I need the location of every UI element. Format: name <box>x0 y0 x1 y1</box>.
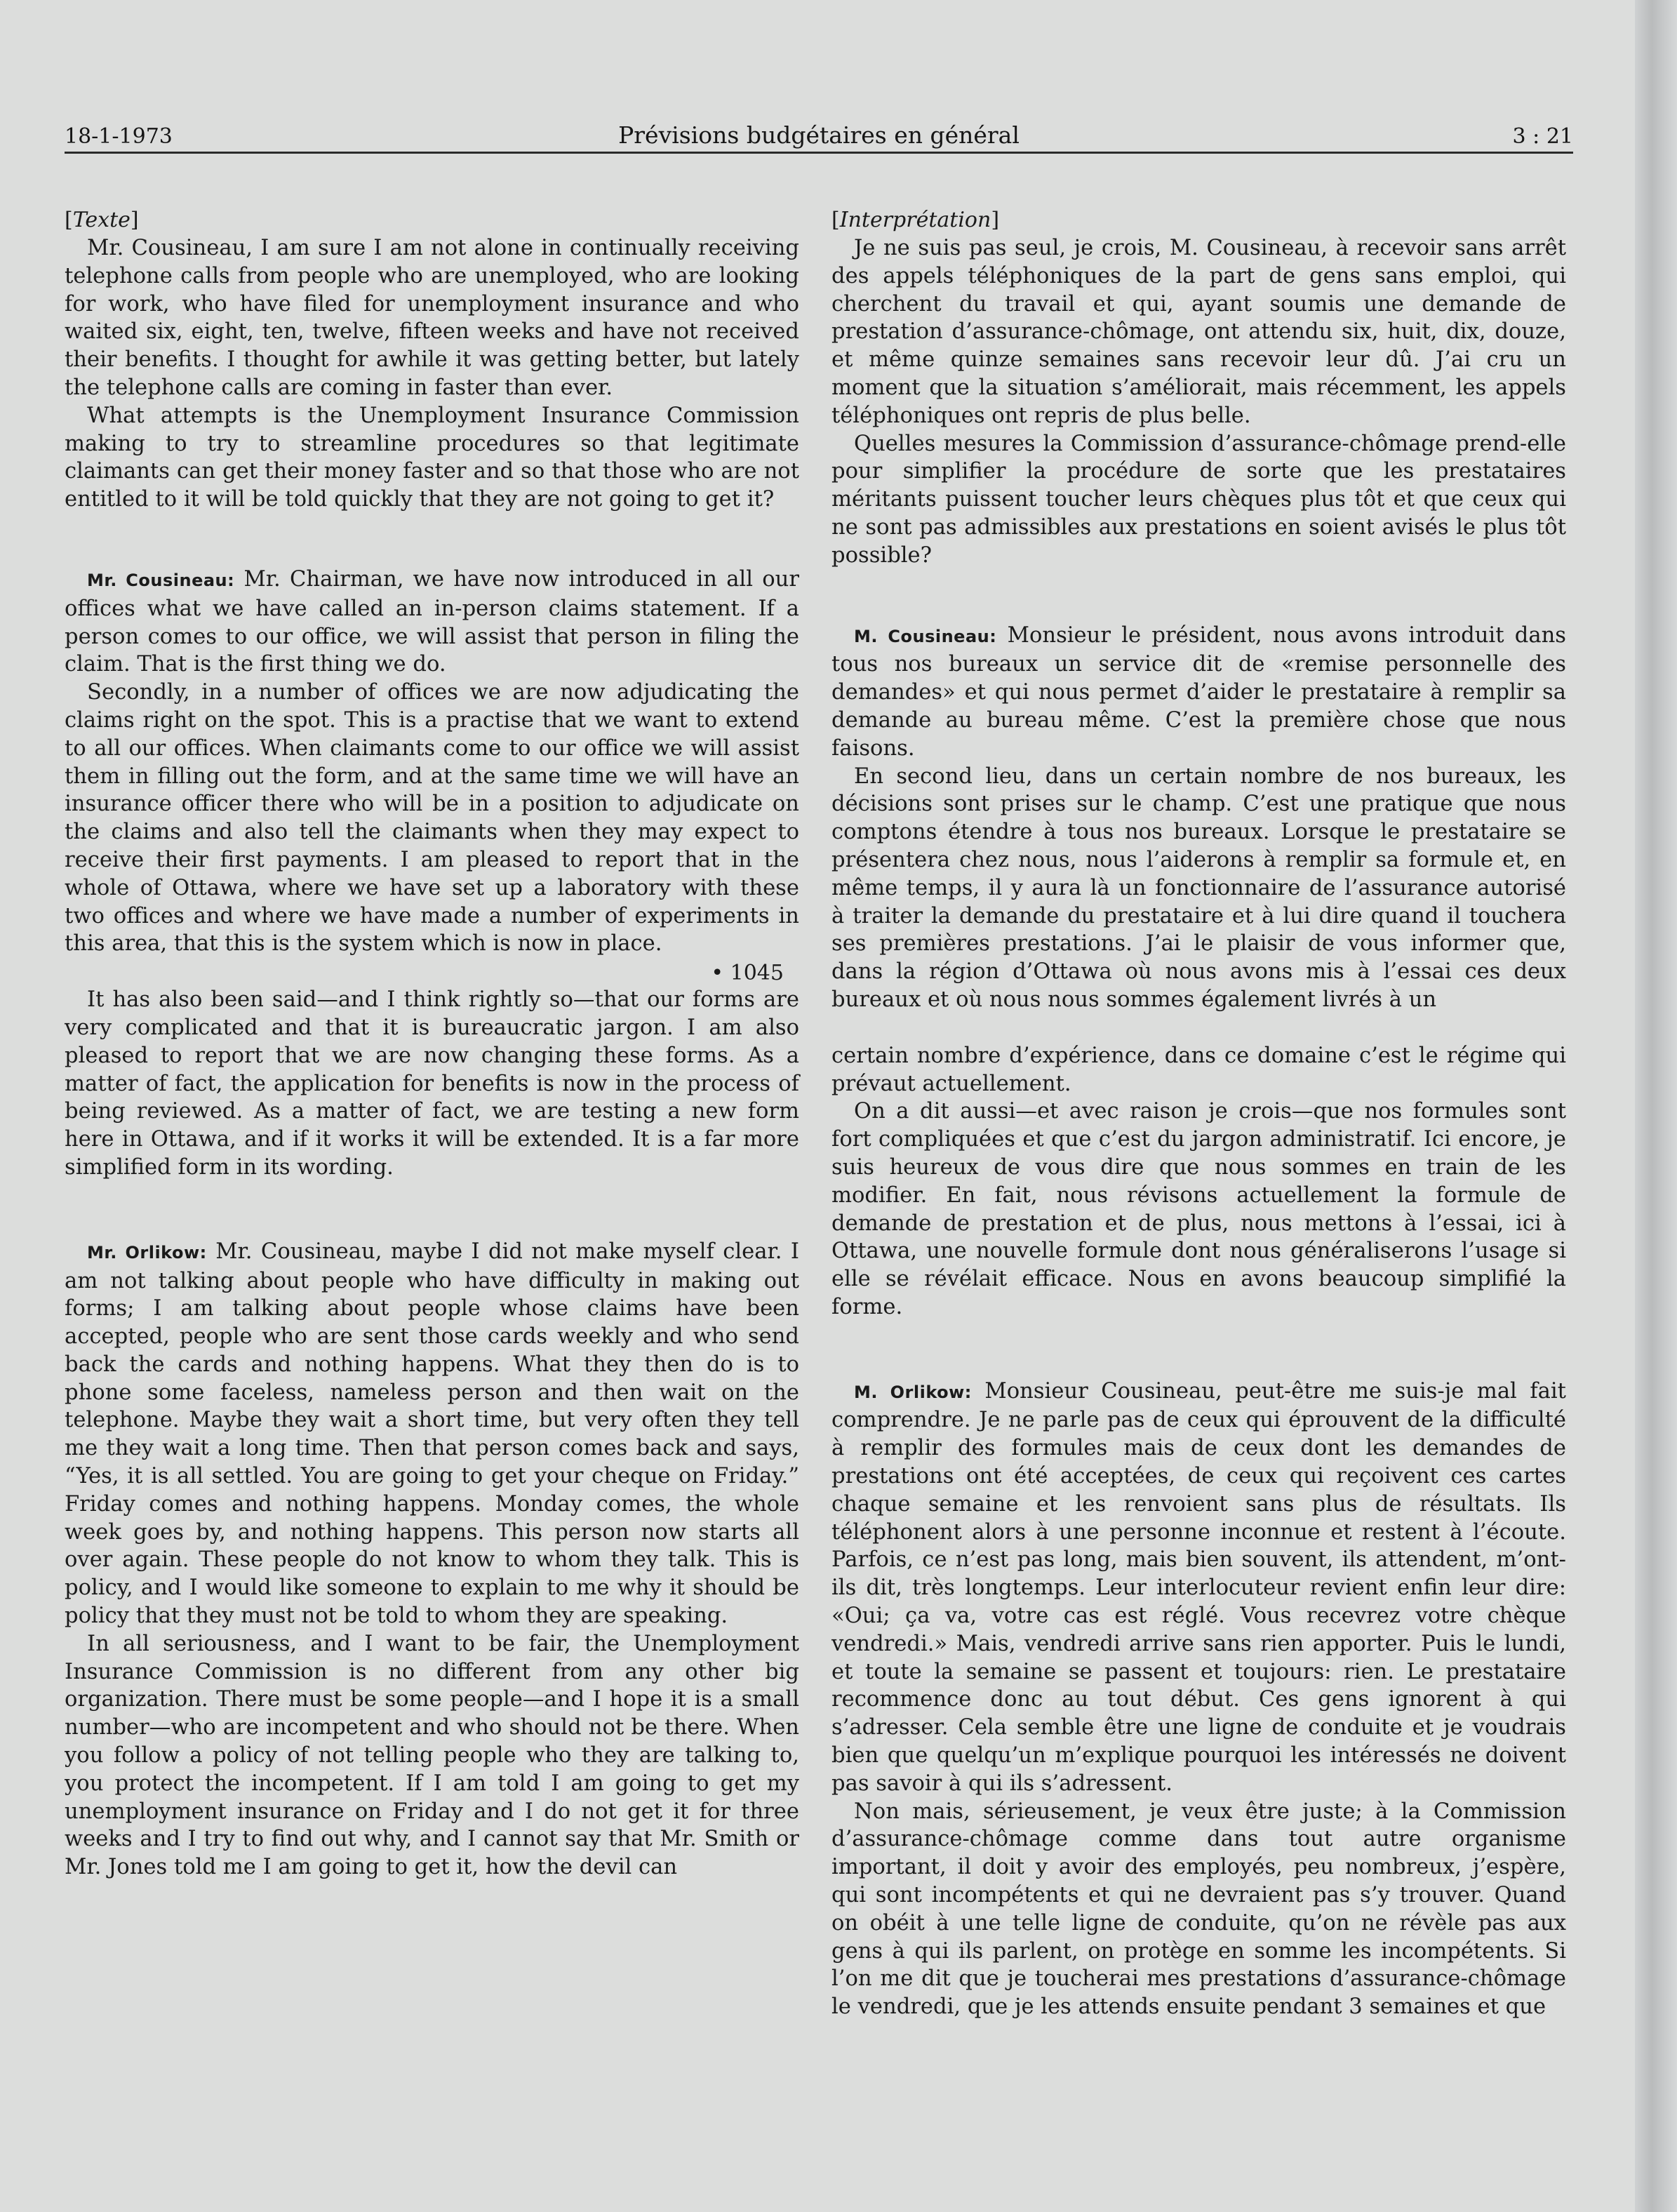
page-header <box>65 112 1573 154</box>
speaker-name: Mr. Cousineau: <box>87 570 235 590</box>
paragraph: Mr. Cousineau, I am sure I am not alone in continually receiving telephone calls from people who are unemployed, who are looking for work, who have filed for unemployment insurance and who waited six, eight, ten, twelve, fifteen weeks and have not received their benefits. I thought for awhile it was getting better, but lately the telephone calls are coming in faster than ever. <box>65 236 799 400</box>
speech-text: Monsieur Cousineau, peut-être me suis-je mal fait comprendre. Je ne parle pas de ceux qui éprouvent de la difficulté à remplir des formules mais de ceux dont les demandes de prestations ont été acceptées, de ceux qui reçoivent ces cartes chaque semaine et les renvoient sans plus de résultats. Ils téléphonent alors à une personne inconnue et restent à l’écoute. Parfois, ce n’est pas long, mais bien souvent, ils attendent, m’ont-ils dit, très longtemps. Leur interlocuteur revient enfin leur dire: «Oui; ça va, votre cas est réglé. Vous recevrez votre chèque vendredi.» Mais, vendredi arrive sans rien apporter. Puis le lundi, et toute la semaine se passent et toujours: rien. Le prestataire recommence donc au tout début. Ces gens ignorent à qui s’adresser. Cela semble être une ligne de conduite et je voudrais bien que quelqu’un m’explique pourquoi les intéressés ne doivent pas savoir à qui ils s’adressent. <box>831 1378 1566 1796</box>
speaker-paragraph <box>831 622 1566 763</box>
spacer <box>65 1182 799 1238</box>
english-column <box>65 198 799 1881</box>
paragraph: En second lieu, dans un certain nombre de nos bureaux, les décisions sont prises sur le champ. C’est une pratique que nous comptons étendre à tous nos bureaux. Lorsque le prestataire se présentera chez nous, nous l’aiderons à remplir sa formule et, en même temps, il y aura là un fonctionnaire de l’assurance autorisé à traiter la demande du prestataire et à lui dire quand il touchera ses premières prestations. J’ai le plaisir de vous informer que, dans la région d’Ottawa où nous avons mis à l’essai ces deux bureaux et où nous nous sommes également livrés à un <box>831 764 1566 1012</box>
speaker-paragraph <box>65 566 799 679</box>
speaker-name: Mr. Orlikow: <box>87 1242 207 1262</box>
paragraph: Non mais, sérieusement, je veux être juste; à la Commission d’assurance-chômage comme dans tout autre organisme important, il doit y avoir des employés, peu nombreux, j’espère, qui sont incompétents et qui ne devraient pas s’y trouver. Quand on obéit à une telle ligne de conduite, qu’on ne révèle pas aux gens à qui ils parlent, on protège en somme les incompétents. Si l’on me dit que je toucherai mes prestations d’assurance-chômage le vendredi, que je les attends ensuite pendant 3 semaines et que <box>831 1799 1566 2020</box>
section-label-interpretation: [Interprétation] <box>831 208 1000 232</box>
paragraph-continuation: certain nombre d’expérience, dans ce domaine c’est le régime qui prévaut actuellement. <box>831 1043 1566 1096</box>
speech-text: Mr. Chairman, we have now introduced in all our offices what we have called an in-person claims statement. If a person comes to our office, we will assist that person in filing the claim. That is the first thing we do. <box>65 566 799 677</box>
speaker-name: M. Cousineau: <box>854 626 997 646</box>
paragraph: On a dit aussi—et avec raison je crois—que nos formules sont fort compliquées et que c’est du jargon administratif. Ici encore, je suis heureux de vous dire que nous sommes en train de les modifier. En fait, nous révisons actuellement la formule de demande de prestation et de plus, nous mettons à l’essai, ici à Ottawa, une nouvelle formule dont nous généraliserons l’usage si elle se révélait efficace. Nous en avons beaucoup simplifié la forme. <box>831 1099 1566 1319</box>
header-title: Prévisions budgétaires en général <box>618 121 1020 149</box>
paragraph: Je ne suis pas seul, je crois, M. Cousineau, à recevoir sans arrêt des appels téléphoniques de la part de gens sans emploi, qui cherchent du travail et qui, ayant soumis une demande de prestation d’assurance-chômage, ont attendu six, huit, dix, douze, et même quinze semaines sans recevoir leur dû. J’ai cru un moment que la situation s’améliorait, mais récemment, les appels téléphoniques ont repris de plus belle. <box>831 236 1566 428</box>
spacer <box>831 1321 1566 1378</box>
paragraph: In all seriousness, and I want to be fair, the Unemployment Insurance Commission is no different from any other big organization. There must be some people—and I hope it is a small number—who are incompetent and who should not be there. When you follow a policy of not telling people who they are talking to, you protect the incompetent. If I am told I am going to get my unemployment insurance on Friday and I do not get it for three weeks and I try to find out why, and I cannot say that Mr. Smith or Mr. Jones told me I am going to get it, how the devil can <box>65 1631 799 1880</box>
paragraph: Secondly, in a number of offices we are now adjudicating the claims right on the spot. This is a practise that we want to extend to all our offices. When claimants come to our office we will assist them in filling out the form, and at the same time we will have an insurance officer there who will be in a position to adjudicate on the claims and also tell the claimants when they may expect to receive their first payments. I am pleased to report that in the whole of Ottawa, where we have set up a laboratory with these two offices and where we have made a number of experiments in this area, that this is the system which is now in place. <box>65 680 799 957</box>
speech-text: Monsieur le président, nous avons introduit dans tous nos bureaux un service dit de «remise personnelle des demandes» et qui nous permet d’aider le prestataire à remplir sa demande au bureau même. C’est la première chose que nous faisons. <box>831 622 1566 761</box>
spacer <box>831 1014 1566 1042</box>
header-date: 18-1-1973 <box>65 124 173 149</box>
time-marker: • 1045 <box>711 961 784 986</box>
section-label-texte: [Texte] <box>65 208 139 232</box>
speaker-paragraph <box>831 1378 1566 1798</box>
header-page-number: 3 : 21 <box>1512 124 1573 149</box>
page-edge <box>1635 0 1677 2212</box>
speaker-paragraph <box>65 1238 799 1630</box>
french-column <box>831 198 1566 2021</box>
paragraph: What attempts is the Unemployment Insurance Commission making to try to streamline procedures so that legitimate claimants can get their money faster and so that those who are not entitled to it will be told quickly that they are not going to get it? <box>65 403 799 512</box>
paragraph: Quelles mesures la Commission d’assurance-chômage prend-elle pour simplifier la procédure de sorte que les prestataires méritants puissent toucher leurs chèques plus tôt et que ceux qui ne sont pas admissibles aux prestations en soient avisés le plus tôt possible? <box>831 431 1566 568</box>
spacer <box>65 514 799 566</box>
speech-text: Mr. Cousineau, maybe I did not make myself clear. I am not talking about people who have difficulty in making out forms; I am talking about people whose claims have been accepted, people who are sent those cards weekly and who send back the cards and nothing happens. What they then do is to phone some faceless, nameless person and then wait on the telephone. Maybe they wait a short time, but very often they tell me they wait a long time. Then that person comes back and says, “Yes, it is all settled. You are going to get your cheque on Friday.” Friday comes and nothing happens. Monday comes, the whole week goes by, and nothing happens. This person now starts all over again. These people do not know to whom they talk. This is policy, and I would like someone to explain to me why it should be policy that they must not be told to whom they are speaking. <box>65 1239 799 1629</box>
paragraph: It has also been said—and I think rightly so—that our forms are very complicated and that it is bureaucratic jargon. I am also pleased to report that we are now changing these forms. As a matter of fact, the application for benefits is now in the process of being reviewed. As a matter of fact, we are testing a new form here in Ottawa, and if it works it will be extended. It is a far more simplified form in its wording. <box>65 987 799 1180</box>
speaker-name: M. Orlikow: <box>854 1382 972 1402</box>
spacer <box>831 570 1566 622</box>
